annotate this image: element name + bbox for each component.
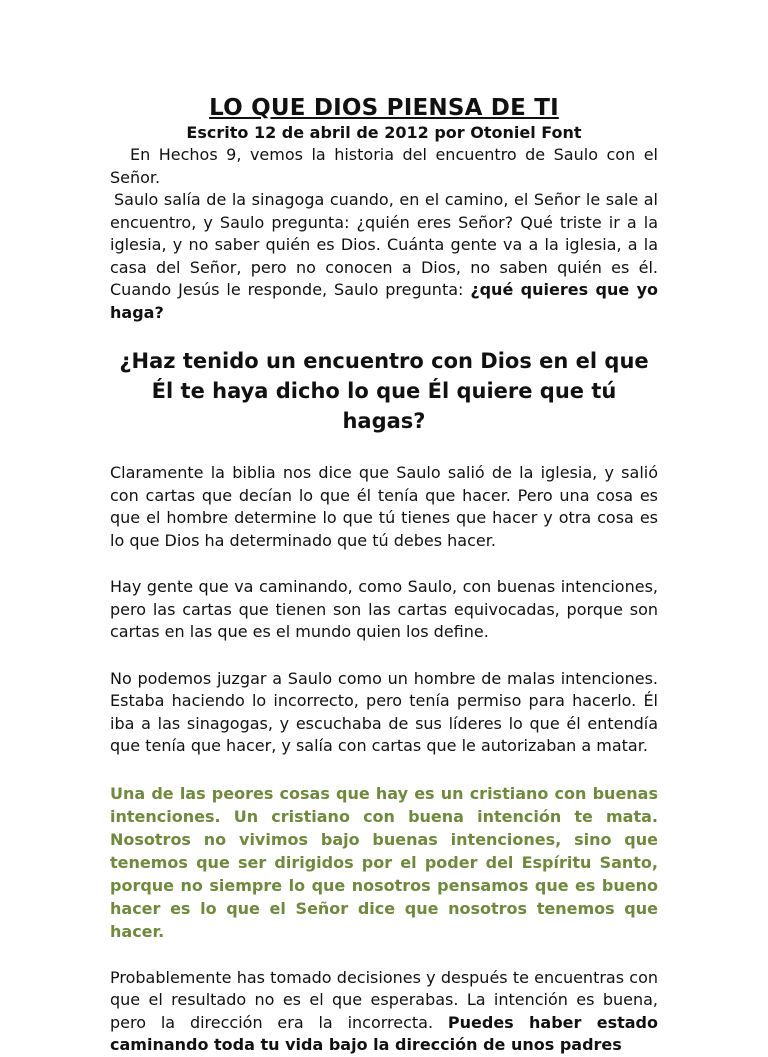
intro-paragraph-1: En Hechos 9, vemos la historia del encuentro de Saulo con el Señor. [110, 145, 658, 187]
spacer [110, 552, 658, 576]
spacer [110, 324, 658, 346]
highlighted-paragraph: Una de las peores cosas que hay es un cristiano con buenas intenciones. Un cristiano con buena intención te mata. Nosotros no vivimos bajo buenas intenciones, sino que tenemos que ser dirigidos por el poder del Espíritu Santo, porque no siempre lo que nosotros pensamos que es bueno hacer es lo que el Señor dice que nosotros tenemos que hacer. [110, 783, 658, 941]
intro-paragraph-2-question: ¿qué quieres que yo haga? [110, 280, 658, 322]
body-paragraph-2: Hay gente que va caminando, como Saulo, con buenas intenciones, pero las cartas que tienen son las cartas equivocadas, porque son cartas en las que es el mundo quien los define. [110, 577, 658, 641]
body-paragraph-1: Claramente la biblia nos dice que Saulo salió de la iglesia, y salió con cartas que decían lo que él tenía que hacer. Pero una cosa es que el hombre determine lo que tú tienes que hacer y otra cosa es lo que Dios ha determinado que tú debes hacer. [110, 463, 658, 550]
body-paragraph-4-text: Probablemente has tomado decisiones y después te encuentras con que el resultado no es el que esperabas. La intención es buena, pero la dirección era la incorrecta. [110, 967, 658, 1032]
section-heading: ¿Haz tenido un encuentro con Dios en el que Él te haya dicho lo que Él quiere que tú hagas? [119, 349, 649, 433]
document-page [110, 94, 658, 1057]
intro-paragraph-2-text: Saulo salía de la sinagoga cuando, en el camino, el Señor le sale al encuentro, y Saulo pregunta: ¿quién eres Señor? Qué triste ir a la iglesia, y no saber quién es Dios. Cuánta gente va a la iglesia, a la casa del Señor, pero no conocen a Dios, no saben quién es él. Cuando Jesús le responde, Saulo pregunta: [110, 190, 658, 299]
spacer [110, 644, 658, 668]
spacer [110, 758, 658, 782]
body-paragraph-4-bold: Puedes haber estado caminando toda tu vida bajo la dirección de unos padres [110, 1012, 658, 1054]
body-paragraph-4 [110, 967, 658, 1057]
document-subtitle: Escrito 12 de abril de 2012 por Otoniel Font [186, 123, 582, 142]
intro-paragraph-2 [110, 189, 658, 324]
spacer [110, 943, 658, 967]
body-paragraph-3: No podemos juzgar a Saulo como un hombre de malas intenciones. Estaba haciendo lo incorrecto, pero tenía permiso para hacerlo. Él iba a las sinagogas, y escuchaba de sus líderes lo que él entendía que tenía que hacer, y salía con cartas que le autorizaban a matar. [110, 668, 658, 755]
spacer [110, 436, 658, 462]
document-title: LO QUE DIOS PIENSA DE TI [209, 95, 559, 121]
